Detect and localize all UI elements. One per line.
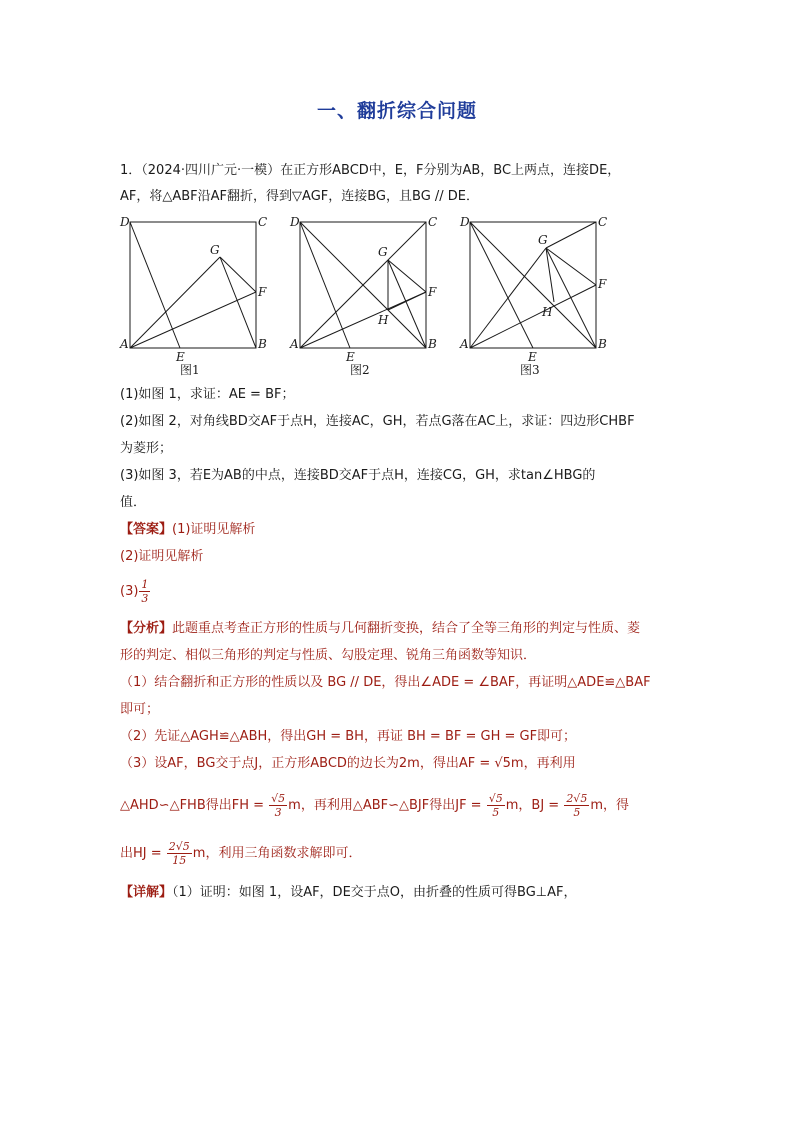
fraction-denominator: 15	[172, 854, 187, 867]
fraction-fh	[269, 792, 287, 819]
fraction-numerator: 1	[141, 578, 149, 591]
figure-2	[288, 212, 438, 377]
fig2-label-E: E	[346, 350, 355, 364]
fig2-label-D: D	[290, 215, 300, 229]
fraction-numerator: 2√5	[168, 840, 190, 853]
detail-text: （1）证明：如图 1，设AF，DE交于点O，由折叠的性质可得BG⊥AF，	[172, 885, 577, 900]
fig1-label-A: A	[120, 337, 129, 351]
fig3-caption: 图3	[520, 363, 540, 377]
fraction-denominator: 5	[573, 806, 581, 819]
analysis-text-1: 此题重点考查正方形的性质与几何翻折变换，结合了全等三角形的判定与性质、菱	[172, 621, 641, 636]
answer-3-fraction	[139, 578, 150, 605]
question-1: (1)如图 1，求证：AE = BF；	[120, 387, 295, 402]
fig1-segment-GF	[220, 257, 256, 292]
analysis-line-7	[120, 792, 629, 819]
answer-3-prefix: (3)	[120, 584, 139, 599]
fig3-segment-BD	[470, 222, 596, 348]
fig3-segment-AG	[470, 248, 546, 348]
fig2-label-H: H	[378, 313, 389, 327]
fig3-segment-DE	[470, 222, 533, 348]
fig1-label-E: E	[176, 350, 185, 364]
analysis-line-6: （3）设AF，BG交于点J，正方形ABCD的边长为2m，得出AF = √5m，再利用	[120, 756, 576, 771]
fig2-segment-GB	[388, 260, 426, 348]
fraction-denominator: 3	[141, 592, 149, 605]
analysis-line-2: 形的判定、相似三角形的判定与性质、勾股定理、锐角三角函数等知识．	[120, 648, 537, 663]
answer-2: (2)证明见解析	[120, 549, 204, 564]
fig1-caption: 图1	[180, 363, 200, 377]
analysis-7c: m，BJ =	[505, 798, 564, 813]
fig2-segment-GF	[388, 260, 426, 292]
analysis-line-3: （1）结合翻折和正方形的性质以及 BG // DE，得出∠ADE = ∠BAF，再证明△ADE≌△BAF	[120, 675, 651, 690]
fig2-segment-HF	[388, 292, 426, 310]
fig2-label-F: F	[428, 285, 437, 299]
fraction-jf	[487, 792, 505, 819]
fig3-label-H: H	[542, 305, 553, 319]
fraction-bj	[564, 792, 589, 819]
section-title: 一、翻折综合问题	[316, 100, 477, 122]
fig3-segment-AF	[470, 285, 596, 348]
question-3-line-2: 值．	[120, 495, 147, 510]
fig1-label-C: C	[258, 215, 268, 229]
fig3-label-A: A	[460, 337, 469, 351]
fig2-label-A: A	[290, 337, 299, 351]
analysis-8a: 出HJ =	[120, 846, 166, 861]
fig3-label-G: G	[538, 233, 548, 247]
problem-line-2: AF，将△ABF沿AF翻折，得到▽AGF，连接BG，且BG // DE．	[120, 189, 480, 204]
fraction-numerator: √5	[488, 792, 503, 805]
analysis-line-4: 即可；	[120, 702, 160, 717]
fraction-hj	[167, 840, 192, 867]
fig1-label-F: F	[258, 285, 267, 299]
answer-line-1	[120, 521, 255, 539]
detail-tag: 【详解】	[120, 885, 173, 900]
analysis-line-5: （2）先证△AGH≌△ABH，得出GH = BH，再证 BH = BF = GH = GF即可；	[120, 729, 577, 744]
analysis-8b: m，利用三角函数求解即可．	[192, 846, 362, 861]
problem-line-1: 1．（2024·四川广元·一模）在正方形ABCD中，E，F分别为AB，BC上两点，连接DE，	[120, 163, 621, 178]
fig2-caption: 图2	[350, 363, 370, 377]
fraction-denominator: 5	[492, 806, 500, 819]
analysis-line-1	[120, 620, 640, 638]
fig1-label-B: B	[258, 337, 267, 351]
question-2-line-1: (2)如图 2，对角线BD交AF于点H，连接AC，GH，若点G落在AC上，求证：四边形CHBF	[120, 414, 635, 429]
fig1-label-G: G	[210, 243, 220, 257]
fig1-segment-GB	[220, 257, 256, 348]
fraction-numerator: 2√5	[566, 792, 588, 805]
question-3-line-1: (3)如图 3，若E为AB的中点，连接BD交AF于点H，连接CG，GH，求tan∠HBG的	[120, 468, 596, 483]
analysis-7a: △AHD∽△FHB得出FH =	[120, 798, 269, 813]
answer-tag: 【答案】	[120, 522, 173, 537]
figure-1	[118, 212, 268, 377]
fig3-label-F: F	[598, 277, 607, 291]
analysis-line-8	[120, 840, 361, 867]
analysis-tag: 【分析】	[120, 621, 173, 636]
fig3-label-E: E	[528, 350, 537, 364]
figure-3	[458, 212, 608, 377]
detail-line-1	[120, 884, 576, 902]
fig3-label-B: B	[598, 337, 607, 351]
answer-line-3	[120, 578, 151, 605]
fig2-label-G: G	[378, 245, 388, 259]
question-2-line-2: 为菱形；	[120, 441, 173, 456]
fig3-segment-GC	[546, 222, 596, 248]
answer-1: (1)证明见解析	[172, 522, 256, 537]
fig3-segment-GF	[546, 248, 596, 285]
analysis-7b: m，再利用△ABF∽△BJF得出JF =	[288, 798, 486, 813]
analysis-7d: m，得	[590, 798, 629, 813]
fig1-label-D: D	[120, 215, 130, 229]
fig3-label-D: D	[460, 215, 470, 229]
fig3-label-C: C	[598, 215, 608, 229]
fraction-numerator: √5	[271, 792, 286, 805]
fraction-denominator: 3	[274, 806, 282, 819]
fig2-label-B: B	[428, 337, 437, 351]
fig2-label-C: C	[428, 215, 438, 229]
